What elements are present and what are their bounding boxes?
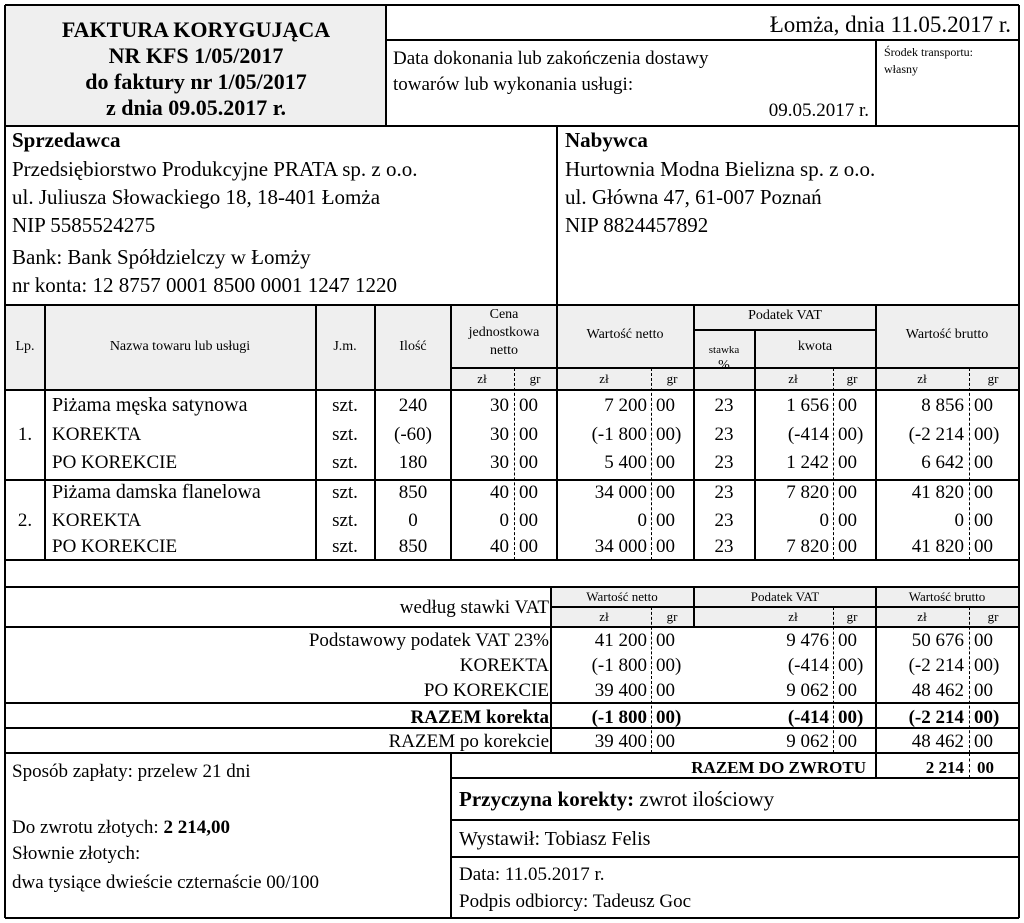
summary-net-gr: 00 xyxy=(656,679,675,701)
item-name: KOREKTA xyxy=(52,423,142,445)
recipient-signature: Podpis odbiorcy: Tadeusz Goc xyxy=(459,890,692,912)
place-date: Łomża, dnia 11.05.2017 r. xyxy=(769,12,1011,38)
summary-gross-gr: 00 xyxy=(974,679,993,701)
item-name: Piżama męska satynowa xyxy=(52,393,248,416)
item-unit: szt. xyxy=(332,535,358,557)
rule-line xyxy=(5,125,1019,126)
item-net-zl: 34 000 xyxy=(594,535,647,557)
col-gr: gr xyxy=(987,370,999,386)
item-vat-zl: 1 242 xyxy=(786,451,829,473)
item-quantity: (-60) xyxy=(394,423,432,445)
item-vat-rate: 23 xyxy=(714,423,734,445)
rule-line xyxy=(315,305,316,560)
refund-amount-line xyxy=(12,818,230,837)
item-net-gr: 00 xyxy=(656,535,675,557)
rule-line xyxy=(4,5,5,918)
rule-line xyxy=(556,126,557,305)
summary-vat-gr: 00 xyxy=(838,730,857,752)
rule-line xyxy=(385,5,386,126)
summary-row-label: KOREKTA xyxy=(459,654,549,676)
item-number: 1. xyxy=(17,423,33,445)
refund-label: Do zwrotu złotych: xyxy=(12,816,164,838)
item-gross-gr: 00 xyxy=(974,509,993,531)
item-net-gr: 00) xyxy=(656,423,682,445)
item-vat-gr: 00 xyxy=(838,509,857,531)
summary-by-rate-label: według stawki VAT xyxy=(399,596,549,618)
summary-col-vat: Podatek VAT xyxy=(750,588,820,604)
col-unit-price: jednostkowa xyxy=(468,324,540,340)
buyer-heading: Nabywca xyxy=(565,127,648,152)
summary-row-label: RAZEM po korekcie xyxy=(388,730,549,752)
total-refund-label: RAZEM DO ZWROTU xyxy=(691,758,866,778)
item-vat-gr: 00 xyxy=(838,451,857,473)
rule-line xyxy=(556,305,557,560)
col-zl: zł xyxy=(599,370,609,386)
correction-reason-value: zwrot ilościowy xyxy=(634,786,775,811)
invoice-title-line: FAKTURA KORYGUJĄCA xyxy=(61,17,331,43)
item-price-gr: 00 xyxy=(519,423,538,445)
rule-line xyxy=(451,856,1019,857)
item-price-zl: 30 xyxy=(490,451,509,473)
item-unit: szt. xyxy=(332,423,358,445)
col-name: Nazwa towaru lub usługi xyxy=(109,338,251,354)
item-gross-zl: 41 820 xyxy=(911,481,964,503)
rule-line xyxy=(875,40,876,126)
rule-line xyxy=(5,389,1019,390)
summary-gross-gr: 00) xyxy=(974,654,1000,676)
item-net-zl: 5 400 xyxy=(604,451,647,473)
delivery-label: Data dokonania lub zakończenia dostawy xyxy=(393,47,709,69)
summary-col-net: Wartość netto xyxy=(586,588,658,604)
summary-net-gr: 00 xyxy=(656,730,675,752)
item-vat-rate: 23 xyxy=(714,394,734,416)
item-vat-rate: 23 xyxy=(714,481,734,503)
item-unit: szt. xyxy=(332,451,358,473)
item-number: 2. xyxy=(17,509,33,531)
dashed-divider xyxy=(651,368,652,560)
item-unit: szt. xyxy=(332,481,358,503)
item-net-zl: (-1 800 xyxy=(591,423,647,445)
item-net-gr: 00 xyxy=(656,481,675,503)
item-net-gr: 00 xyxy=(656,451,675,473)
dashed-divider xyxy=(833,368,834,560)
summary-vat-gr: 00 xyxy=(838,629,857,651)
col-zl: zł xyxy=(477,370,487,386)
col-gr: gr xyxy=(846,370,858,386)
buyer-line: Hurtownia Modna Bielizna sp. z o.o. xyxy=(565,156,876,181)
col-zl: zł xyxy=(917,370,927,386)
summary-row-label: PO KOREKCIE xyxy=(423,679,549,701)
col-qty: Ilość xyxy=(399,338,427,354)
dashed-divider xyxy=(969,607,970,753)
item-quantity: 0 xyxy=(408,509,418,531)
issue-date: Data: 11.05.2017 r. xyxy=(459,863,605,885)
item-net-zl: 0 xyxy=(637,509,647,531)
summary-row-label: Podstawowy podatek VAT 23% xyxy=(308,629,549,651)
summary-net-gr: 00) xyxy=(656,654,682,676)
rule-line xyxy=(5,586,1019,587)
summary-gross-gr: 00 xyxy=(974,730,993,752)
item-vat-gr: 00) xyxy=(838,423,864,445)
buyer-line: ul. Główna 47, 61-007 Poznań xyxy=(565,184,822,209)
refund-amount: 2 214,00 xyxy=(163,816,230,838)
summary-net-zl: 39 400 xyxy=(594,730,647,752)
summary-net-gr: 00 xyxy=(656,629,675,651)
item-price-zl: 30 xyxy=(490,423,509,445)
item-gross-gr: 00 xyxy=(974,481,993,503)
correction-reason-label: Przyczyna korekty: xyxy=(459,786,635,811)
summary-col-zl: zł xyxy=(788,608,798,624)
item-vat-gr: 00 xyxy=(838,481,857,503)
invoice-title-line: z dnia 09.05.2017 r. xyxy=(105,95,287,121)
rule-line xyxy=(754,330,755,560)
summary-gross-gr: 00 xyxy=(974,629,993,651)
rule-line xyxy=(374,305,375,560)
seller-line: nr konta: 12 8757 0001 8500 0001 1247 1220 xyxy=(12,272,397,297)
item-vat-rate: 23 xyxy=(714,509,734,531)
rule-line xyxy=(1018,5,1019,918)
summary-col-zl: zł xyxy=(599,608,609,624)
rule-line xyxy=(5,626,1019,627)
rule-line xyxy=(5,917,1019,918)
summary-vat-gr: 00) xyxy=(838,654,864,676)
seller-line: NIP 5585524275 xyxy=(12,212,156,237)
item-name: PO KOREKCIE xyxy=(52,451,178,473)
invoice-title-line: do faktury nr 1/05/2017 xyxy=(85,69,307,95)
buyer-line: NIP 8824457892 xyxy=(565,212,709,237)
rule-line xyxy=(875,305,876,560)
item-price-gr: 00 xyxy=(519,394,538,416)
summary-net-gr: 00) xyxy=(656,706,682,728)
item-price-gr: 00 xyxy=(519,451,538,473)
total-refund-zl: 2 214 xyxy=(925,758,964,778)
summary-gross-zl: (-2 214 xyxy=(908,706,964,728)
rule-line xyxy=(451,819,1019,820)
item-gross-gr: 00 xyxy=(974,451,993,473)
item-gross-zl: 8 856 xyxy=(921,394,964,416)
summary-vat-gr: 00) xyxy=(838,706,864,728)
item-name: PO KOREKCIE xyxy=(52,535,178,557)
item-price-gr: 00 xyxy=(519,509,538,531)
summary-gross-zl: 48 462 xyxy=(911,679,964,701)
item-price-zl: 30 xyxy=(490,394,509,416)
item-quantity: 240 xyxy=(398,394,428,416)
item-price-zl: 40 xyxy=(490,535,509,557)
rule-line xyxy=(694,329,876,330)
col-lp: Lp. xyxy=(15,338,35,354)
correction-invoice xyxy=(4,4,1020,918)
col-vat: Podatek VAT xyxy=(748,307,822,323)
col-unit-price: netto xyxy=(490,342,518,358)
item-net-gr: 00 xyxy=(656,509,675,531)
col-gross: Wartość brutto xyxy=(905,326,989,342)
summary-gross-zl: 48 462 xyxy=(911,730,964,752)
summary-net-zl: (-1 800 xyxy=(591,654,647,676)
rule-line xyxy=(44,305,45,560)
transport-value: własny xyxy=(884,61,918,76)
col-unit-price: Cena xyxy=(489,306,519,322)
item-gross-zl: (-2 214 xyxy=(908,423,964,445)
rule-line xyxy=(693,305,694,560)
col-jm: J.m. xyxy=(333,338,357,354)
item-gross-gr: 00) xyxy=(974,423,1000,445)
summary-col-zl: zł xyxy=(917,608,927,624)
item-quantity: 850 xyxy=(398,481,428,503)
issued-by: Wystawił: Tobiasz Felis xyxy=(459,827,651,850)
item-gross-gr: 00 xyxy=(974,394,993,416)
amount-in-words-label: Słownie złotych: xyxy=(12,842,141,864)
rule-line xyxy=(5,702,1019,703)
invoice-title-line: NR KFS 1/05/2017 xyxy=(108,43,284,69)
col-net: Wartość netto xyxy=(586,326,664,342)
summary-vat-zl: 9 062 xyxy=(786,679,829,701)
rule-line xyxy=(451,367,1019,368)
dashed-divider xyxy=(969,753,970,778)
transport-label: Środek transportu: xyxy=(884,44,973,59)
summary-col-gross: Wartość brutto xyxy=(908,588,986,604)
dashed-divider xyxy=(514,368,515,560)
summary-vat-zl: (-414 xyxy=(787,654,829,676)
item-quantity: 850 xyxy=(398,535,428,557)
item-unit: szt. xyxy=(332,509,358,531)
item-gross-zl: 6 642 xyxy=(921,451,964,473)
seller-line: Bank: Bank Spółdzielczy w Łomży xyxy=(12,244,311,269)
item-vat-zl: (-414 xyxy=(787,423,829,445)
summary-gross-zl: 50 676 xyxy=(911,629,964,651)
col-vat-amount: kwota xyxy=(797,338,833,354)
col-vat-rate: stawka xyxy=(708,343,740,356)
item-vat-gr: 00 xyxy=(838,535,857,557)
item-price-gr: 00 xyxy=(519,535,538,557)
dashed-divider xyxy=(651,607,652,753)
rule-line xyxy=(875,753,876,778)
rule-line xyxy=(451,777,1019,778)
item-net-zl: 7 200 xyxy=(604,394,647,416)
rule-line xyxy=(386,39,1019,40)
delivery-date: 09.05.2017 r. xyxy=(768,99,869,121)
item-vat-zl: 0 xyxy=(819,509,829,531)
summary-gross-gr: 00) xyxy=(974,706,1000,728)
seller-line: ul. Juliusza Słowackiego 18, 18-401 Łomża xyxy=(12,184,381,209)
item-quantity: 180 xyxy=(398,451,428,473)
summary-col-gr: gr xyxy=(666,608,678,624)
item-vat-zl: 7 820 xyxy=(786,481,829,503)
item-vat-zl: 7 820 xyxy=(786,535,829,557)
item-name: Piżama damska flanelowa xyxy=(52,480,261,503)
rule-line xyxy=(5,752,1019,753)
rule-line xyxy=(450,305,451,560)
item-vat-zl: 1 656 xyxy=(786,394,829,416)
summary-col-gr: gr xyxy=(987,608,999,624)
item-name: KOREKTA xyxy=(52,509,142,531)
summary-vat-zl: 9 476 xyxy=(786,629,829,651)
total-refund-gr: 00 xyxy=(977,758,994,778)
amount-in-words: dwa tysiące dwieście czternaście 00/100 xyxy=(12,871,320,893)
item-gross-gr: 00 xyxy=(974,535,993,557)
rule-line xyxy=(5,304,1019,305)
item-gross-zl: 0 xyxy=(954,509,964,531)
rule-line xyxy=(5,4,1019,5)
summary-vat-zl: (-414 xyxy=(787,706,829,728)
col-gr: gr xyxy=(529,370,541,386)
seller-line: Przedsiębiorstwo Produkcyjne PRATA sp. z o.o. xyxy=(12,156,418,181)
summary-vat-zl: 9 062 xyxy=(786,730,829,752)
item-price-gr: 00 xyxy=(519,481,538,503)
item-unit: szt. xyxy=(332,394,358,416)
dashed-divider xyxy=(833,607,834,753)
item-net-zl: 34 000 xyxy=(594,481,647,503)
col-gr: gr xyxy=(666,370,678,386)
col-vat-rate: % xyxy=(718,357,730,373)
col-zl: zł xyxy=(788,370,798,386)
summary-row-label: RAZEM korekta xyxy=(410,706,549,728)
rule-line xyxy=(5,559,1019,560)
summary-net-zl: 39 400 xyxy=(594,679,647,701)
payment-method: Sposób zapłaty: przelew 21 dni xyxy=(12,760,251,782)
summary-gross-zl: (-2 214 xyxy=(908,654,964,676)
rule-line xyxy=(551,606,1019,607)
item-price-zl: 40 xyxy=(490,481,509,503)
item-vat-rate: 23 xyxy=(714,451,734,473)
summary-col-gr: gr xyxy=(846,608,858,624)
dashed-divider xyxy=(969,368,970,560)
summary-vat-gr: 00 xyxy=(838,679,857,701)
summary-net-zl: 41 200 xyxy=(594,629,647,651)
item-vat-rate: 23 xyxy=(714,535,734,557)
item-vat-gr: 00 xyxy=(838,394,857,416)
item-price-zl: 0 xyxy=(499,509,509,531)
seller-heading: Sprzedawca xyxy=(12,127,121,152)
item-net-gr: 00 xyxy=(656,394,675,416)
summary-net-zl: (-1 800 xyxy=(591,706,647,728)
correction-reason xyxy=(459,786,775,811)
delivery-label: towarów lub wykonania usługi: xyxy=(393,73,634,95)
item-gross-zl: 41 820 xyxy=(911,535,964,557)
